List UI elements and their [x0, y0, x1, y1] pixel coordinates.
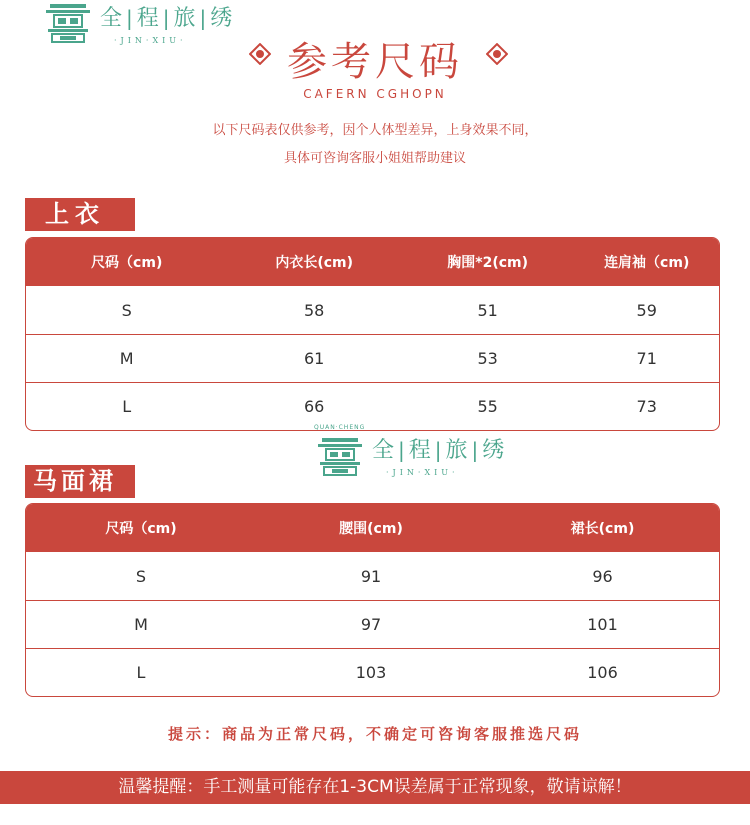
page-subtitle: CAFERN CGHOPN: [303, 87, 447, 101]
table-row: [26, 382, 719, 430]
table-cell: 97: [360, 615, 382, 634]
section-label-top: 上衣: [25, 198, 135, 231]
pagoda-logo-icon: [314, 424, 366, 478]
table-cell: 101: [587, 615, 618, 634]
table-cell: S: [121, 300, 132, 320]
table-cell: 96: [592, 566, 613, 586]
table-cell: 59: [636, 300, 657, 320]
column-header: 内衣长(cm): [275, 255, 354, 271]
table-cell: 103: [355, 663, 387, 682]
brand-pinyin: ·JIN·XIU·: [386, 468, 459, 477]
brand-arc-text: QUAN·CHENG: [314, 424, 366, 431]
table-header: [26, 504, 719, 552]
table-row: [26, 334, 719, 382]
table-row: [26, 600, 719, 648]
table-cell: M: [119, 349, 134, 368]
size-tip: 提示：商品为正常尺码，不确定可咨询客服推选尺码: [167, 725, 582, 743]
table-cell: 73: [636, 397, 657, 416]
table-cell: 55: [477, 397, 498, 416]
table-cell: 106: [587, 663, 618, 682]
table-cell: 91: [360, 566, 382, 586]
column-header: 裙长(cm): [570, 521, 635, 537]
size-note-line1: 以下尺码表仅供参考，因个人体型差异，上身效果不同，: [212, 123, 538, 138]
ornament-right-icon: [486, 43, 508, 65]
brand-name: 全 | 程 | 旅 | 绣: [372, 438, 506, 463]
column-header: 腰围(cm): [339, 521, 403, 537]
table-cell: 58: [303, 300, 325, 320]
table-cell: 61: [303, 349, 325, 368]
footer-reminder: 温馨提醒：手工测量可能存在1-3CM误差属于正常现象，敬请谅解！: [0, 771, 750, 804]
table-cell: 71: [636, 349, 657, 368]
brand-logo-middle: [314, 424, 506, 478]
brand-pinyin: ·JIN·XIU·: [114, 36, 187, 45]
table-cell: M: [134, 615, 148, 634]
column-header: 尺码（cm): [91, 255, 163, 271]
column-header: 尺码（cm): [105, 521, 177, 537]
table-cell: S: [135, 566, 147, 586]
column-header: 胸围*2(cm): [447, 255, 529, 271]
table-row: [26, 286, 719, 334]
table-row: [26, 552, 719, 600]
table-cell: L: [136, 663, 146, 682]
section-label-skirt: 马面裙: [25, 465, 135, 498]
table-header: [26, 238, 719, 286]
table-cell: 66: [303, 397, 325, 416]
skirt-size-table: [25, 503, 720, 697]
table-cell: L: [122, 397, 132, 416]
size-note-line2: 具体可咨询客服小姐姐帮助建议: [283, 151, 466, 166]
table-cell: 51: [477, 300, 498, 320]
table-cell: 53: [477, 349, 498, 368]
column-header: 连肩袖（cm): [604, 255, 690, 271]
page-title: 参考尺码: [287, 39, 463, 85]
brand-name: 全 | 程 | 旅 | 绣: [100, 6, 234, 31]
top-size-table: [25, 237, 720, 431]
table-row: [26, 648, 719, 696]
